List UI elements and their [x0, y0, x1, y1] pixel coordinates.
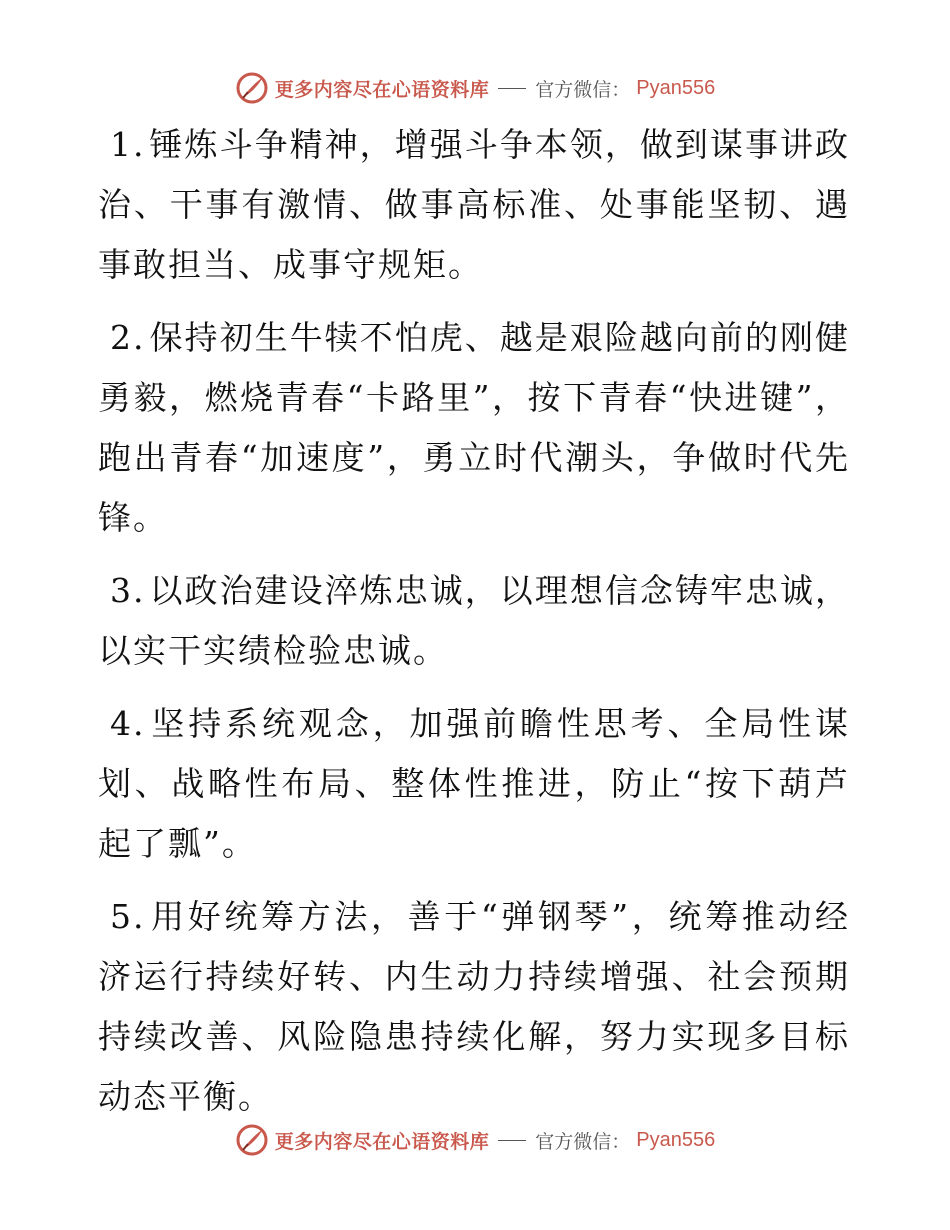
feather-seal-icon [235, 1123, 269, 1157]
paragraph-text: 用好统筹方法，善于“弹钢琴”，统筹推动经济运行持续好转、内生动力持续增强、社会预期持续改善、风险隐患持续化解，努力实现多目标动态平衡。 [98, 897, 850, 1116]
footer-contact-id: Pyan556 [636, 1128, 716, 1151]
footer-contact-label: 官方微信： [535, 1130, 631, 1153]
paragraph-3 [98, 561, 850, 681]
paragraph-number: 4. [110, 704, 146, 743]
document-body [98, 115, 850, 1140]
footer-slogan: 更多内容尽在心语资料库 [274, 1130, 490, 1153]
footer-dash [498, 1140, 526, 1141]
paragraph-5 [98, 887, 850, 1127]
header-dash [498, 88, 526, 89]
footer-banner [0, 1120, 950, 1160]
header-slogan: 更多内容尽在心语资料库 [274, 78, 490, 101]
header-contact-label: 官方微信： [535, 78, 631, 101]
header-banner [0, 68, 950, 108]
paragraph-number: 5. [110, 897, 146, 936]
paragraph-text: 锤炼斗争精神，增强斗争本领，做到谋事讲政治、干事有激情、做事高标准、处事能坚韧、遇事敢担当、成事守规矩。 [98, 125, 850, 284]
paragraph-4 [98, 694, 850, 874]
paragraph-text: 保持初生牛犊不怕虎、越是艰险越向前的刚健勇毅，燃烧青春“卡路里”，按下青春“快进键”，跑出青春“加速度”，勇立时代潮头，争做时代先锋。 [98, 318, 850, 537]
paragraph-text: 坚持系统观念，加强前瞻性思考、全局性谋划、战略性布局、整体性推进，防止“按下葫芦起了瓢”。 [98, 704, 850, 863]
paragraph-number: 2. [110, 318, 146, 357]
paragraph-number: 3. [110, 571, 146, 610]
header-contact-id: Pyan556 [636, 76, 716, 99]
paragraph-2 [98, 308, 850, 548]
paragraph-1 [98, 115, 850, 295]
paragraph-text: 以政治建设淬炼忠诚，以理想信念铸牢忠诚，以实干实绩检验忠诚。 [98, 571, 850, 670]
feather-seal-icon [235, 71, 269, 105]
paragraph-number: 1. [110, 125, 146, 164]
